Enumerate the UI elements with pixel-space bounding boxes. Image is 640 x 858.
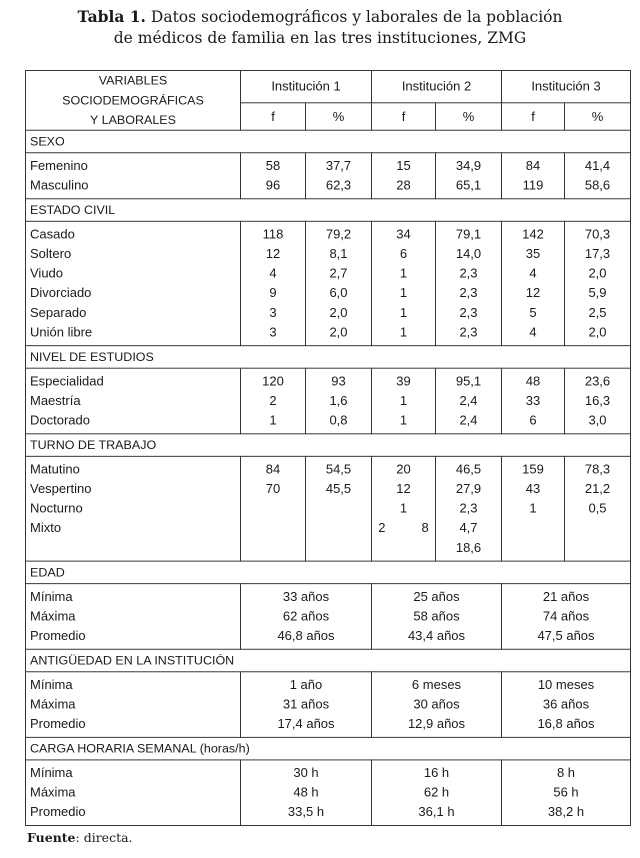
table-value: 2,3 (459, 324, 478, 340)
table-value: 28 (396, 177, 411, 193)
table-value: 1 (399, 412, 408, 428)
table-value: 4 (529, 324, 537, 340)
table-value: 3 (269, 305, 277, 320)
percent-cell (565, 456, 631, 561)
row-label: Divorciado (30, 285, 92, 301)
frequency-cell (241, 221, 306, 345)
table-value: 33 años (282, 589, 330, 604)
row-label: Casado (30, 226, 75, 242)
row-label: Máxima (30, 696, 76, 712)
table-value: 2,7 (329, 265, 348, 281)
header-f-3: f (502, 103, 565, 130)
table-value: 43,4 años (407, 628, 466, 643)
row-label: Máxima (30, 784, 76, 800)
table-body (26, 130, 631, 825)
footer-text: : directa. (75, 830, 133, 845)
header-pct-3: % (565, 103, 631, 130)
table-value: 6 (529, 412, 537, 428)
row-label (30, 538, 236, 558)
table-value: 62 h (423, 784, 450, 800)
table-value: 58 años (413, 608, 460, 624)
table-value: 33,5 h (287, 804, 325, 820)
row-label: Soltero (30, 246, 72, 261)
table-value: 34,9 (455, 158, 482, 173)
row-label: Mínima (30, 589, 73, 604)
table-value: 25 años (413, 589, 460, 604)
section-header-row (26, 130, 631, 153)
section-header-row (26, 434, 631, 457)
section-title: SEXO (26, 130, 631, 153)
row-labels (26, 672, 241, 738)
table-value: 43 (525, 481, 541, 496)
table-value: 1 (399, 393, 408, 408)
row-label: Maestría (30, 393, 81, 408)
table-value: 16,3 (584, 393, 611, 408)
table-value: 79,1 (455, 226, 482, 242)
section-title: TURNO DE TRABAJO (26, 434, 631, 457)
institution-range-cell (241, 584, 372, 650)
table-value: 17,4 años (277, 716, 335, 732)
table-value: 4 (269, 265, 277, 281)
table-value: 65,1 (455, 177, 482, 193)
frequency-cell (372, 153, 436, 199)
table-value: 8,1 (329, 246, 348, 261)
table-value: 48 h (293, 784, 319, 800)
table-value: 35 (525, 246, 541, 261)
table-value (310, 499, 367, 519)
section-body-row (26, 221, 631, 345)
table-value: 1 (399, 324, 408, 340)
table-value: 18,6 (455, 540, 482, 555)
table-value (506, 538, 560, 558)
institution-range-cell (372, 760, 502, 826)
row-labels (26, 584, 241, 650)
row-label: Viudo (30, 265, 64, 281)
section-header-row (26, 561, 631, 584)
table-value: 20 (396, 461, 411, 477)
percent-cell (565, 221, 631, 345)
header-institution-3: Institución 3 (502, 70, 631, 102)
row-label: Femenino (30, 158, 88, 173)
section-body-row (26, 584, 631, 650)
table-value: 30 h (293, 765, 319, 780)
header-variables-line-1: VARIABLES SOCIODEMOGRÁFICAS (62, 73, 204, 108)
table-value: 159 (522, 461, 544, 477)
table-value: 9 (269, 285, 277, 301)
table-value: 93 (331, 373, 346, 389)
row-label: Unión libre (30, 324, 93, 340)
frequency-cell (502, 368, 565, 434)
table-value: 118 (262, 226, 284, 242)
institution-range-cell (241, 672, 372, 738)
row-label: Especialidad (30, 373, 104, 389)
section-body-row (26, 760, 631, 826)
table-value: 1 (399, 285, 408, 301)
table-value: 46,5 (455, 461, 482, 477)
section-title: CARGA HORARIA SEMANAL (horas/h) (26, 737, 631, 760)
percent-cell (306, 368, 372, 434)
row-labels (26, 760, 241, 826)
row-label: Vespertino (30, 481, 92, 496)
table-value: 21,2 (584, 481, 611, 496)
table-value: 16,8 años (537, 716, 595, 732)
table-value: 74 años (542, 608, 590, 624)
percent-cell (306, 456, 372, 561)
institution-range-cell (502, 584, 631, 650)
table-value: 2,3 (459, 500, 478, 516)
table-value: 45,5 (325, 481, 352, 496)
table-value: 84 (525, 158, 541, 173)
table-value (310, 519, 367, 539)
table-value: 4,7 (459, 520, 478, 536)
row-labels (26, 153, 241, 199)
table-value: 34 (396, 226, 411, 242)
header-variables (26, 70, 241, 130)
table-value: 3,0 (588, 412, 607, 428)
table-value: 62 años (282, 608, 330, 624)
row-label: Separado (30, 305, 87, 320)
table-value: 41,4 (584, 158, 611, 173)
table-value: 2,4 (459, 412, 478, 428)
row-label: Promedio (30, 716, 86, 732)
caption-label: Tabla 1. (77, 7, 146, 26)
table-value: 36 años (542, 696, 590, 712)
row-labels (26, 368, 241, 434)
frequency-cell (372, 368, 436, 434)
table-caption (0, 6, 640, 49)
table-value: 5,9 (588, 285, 607, 301)
table-value (245, 519, 301, 539)
table-value: 120 (262, 373, 284, 389)
section-body-row (26, 456, 631, 561)
header-pct-2: % (436, 103, 502, 130)
header-f-1: f (241, 103, 306, 130)
section-title: EDAD (26, 561, 631, 584)
percent-cell (565, 153, 631, 199)
table-value: 36,1 h (418, 804, 455, 820)
table-value: 12 (525, 285, 541, 301)
table-value: 1 año (289, 677, 323, 692)
table-value: 95,1 (455, 373, 482, 389)
table-value: 2,0 (588, 265, 607, 281)
table-value (506, 519, 560, 539)
table-value: 54,5 (325, 461, 352, 477)
frequency-cell (372, 456, 436, 561)
row-label: Mínima (30, 677, 73, 692)
table-value: 119 (522, 177, 544, 193)
table-value: 2,0 (588, 324, 607, 340)
frequency-cell (241, 368, 306, 434)
frequency-cell (241, 456, 306, 561)
table-value: 2,4 (459, 393, 478, 408)
table-value: 2,5 (588, 305, 607, 320)
table-value: 1 (399, 265, 408, 281)
header-variables-line-2: Y LABORALES (90, 113, 176, 127)
caption-line-1: Datos sociodemográficos y laborales de la población (150, 8, 563, 26)
row-label: Doctorado (30, 412, 90, 428)
table-value: 84 (265, 461, 281, 477)
percent-cell (565, 368, 631, 434)
table-value (310, 538, 367, 558)
table-value: 79,2 (325, 226, 352, 242)
table-value: 70 (265, 481, 281, 496)
row-label: Promedio (30, 804, 86, 820)
frequency-cell (502, 456, 565, 561)
row-label: Matutino (30, 461, 80, 477)
frequency-cell (502, 153, 565, 199)
row-labels (26, 221, 241, 345)
table-value: 2,0 (329, 305, 348, 320)
section-header-row (26, 649, 631, 672)
demographics-table (25, 70, 631, 826)
section-body-row (26, 153, 631, 199)
header-institution-2: Institución 2 (372, 70, 502, 102)
table-value: 27,9 (455, 481, 482, 496)
institution-range-cell (241, 760, 372, 826)
percent-cell (436, 153, 502, 199)
table-value: 31 años (282, 696, 330, 712)
institution-range-cell (502, 672, 631, 738)
table-value: 58,6 (584, 177, 611, 193)
table-value: 16 h (423, 765, 450, 780)
table-value: 2,3 (459, 265, 478, 281)
section-title: ANTIGÜEDAD EN LA INSTITUCIÓN (26, 649, 631, 672)
table-value: 1 (269, 412, 277, 428)
table-value: 0,5 (588, 500, 607, 516)
table-value: 38,2 h (547, 804, 585, 820)
caption-line-2: de médicos de familia en las tres instituciones, ZMG (113, 29, 527, 47)
table-value: 48 (525, 373, 541, 389)
percent-cell (436, 221, 502, 345)
row-labels (26, 456, 241, 561)
table-value: 15 (396, 158, 411, 173)
institution-range-cell (372, 672, 502, 738)
percent-cell (436, 368, 502, 434)
table-value: 21 años (542, 589, 590, 604)
section-body-row (26, 672, 631, 738)
table-value (245, 499, 301, 519)
table-value: 70,3 (584, 226, 611, 242)
institution-range-cell (372, 584, 502, 650)
table-value (245, 538, 301, 558)
table-value: 12,9 años (407, 716, 466, 732)
table-value: 2,3 (459, 305, 478, 320)
table-value (376, 538, 431, 558)
table-value: 4 (529, 265, 537, 281)
frequency-cell (502, 221, 565, 345)
table-value: 23,6 (584, 373, 611, 389)
table-value: 39 (396, 373, 411, 389)
row-label: Mínima (30, 765, 73, 780)
percent-cell (436, 456, 502, 561)
section-header-row (26, 346, 631, 369)
section-header-row (26, 737, 631, 760)
table-value: 78,3 (584, 461, 611, 477)
table-value: 6 meses (411, 677, 462, 692)
table-value (569, 538, 626, 558)
header-f-2: f (372, 103, 436, 130)
table-value: 12 (265, 246, 281, 261)
section-title: ESTADO CIVIL (26, 199, 631, 222)
table-value: 10 meses (537, 677, 595, 692)
table-value: 56 h (553, 784, 579, 800)
table-value: 37,7 (325, 158, 352, 173)
table-value: 0,8 (329, 412, 348, 428)
table-value: 1 (399, 305, 408, 320)
table-value: 2,0 (329, 324, 348, 340)
table-value: 62,3 (325, 177, 352, 193)
table-value: 8 h (556, 765, 576, 780)
table-value: 12 (396, 481, 411, 496)
percent-cell (306, 153, 372, 199)
table-value: 2 (269, 393, 277, 408)
table-value: 33 (525, 393, 541, 408)
frequency-cell (372, 221, 436, 345)
table-value: 96 (265, 177, 281, 193)
table-value: 1,6 (329, 393, 348, 408)
header-pct-1: % (306, 103, 372, 130)
header-institution-1: Institución 1 (241, 70, 372, 102)
table-value: 2 8 (378, 520, 429, 536)
table-value: 47,5 años (537, 628, 595, 643)
table-value: 58 (265, 158, 281, 173)
table-value: 3 (269, 324, 277, 340)
table-value: 14,0 (455, 246, 482, 261)
table-value: 46,8 años (277, 628, 335, 643)
row-label: Mixto (30, 520, 62, 536)
row-label: Nocturno (30, 500, 83, 516)
table-value: 5 (529, 305, 537, 320)
row-label: Máxima (30, 608, 76, 624)
row-label: Masculino (30, 177, 89, 193)
table-footer (27, 830, 133, 845)
table-value: 2,3 (459, 285, 478, 301)
table-value: 6,0 (329, 285, 348, 301)
table-value: 1 (399, 500, 408, 516)
table-value: 17,3 (584, 246, 611, 261)
frequency-cell (241, 153, 306, 199)
table-value: 30 años (413, 696, 460, 712)
percent-cell (306, 221, 372, 345)
footer-label: Fuente (27, 830, 76, 845)
section-body-row (26, 368, 631, 434)
section-title: NIVEL DE ESTUDIOS (26, 346, 631, 369)
table-value: 142 (522, 226, 544, 242)
table-value (569, 519, 626, 539)
table-value: 1 (529, 500, 537, 516)
row-label: Promedio (30, 628, 86, 643)
table-value: 6 (399, 246, 408, 261)
institution-range-cell (502, 760, 631, 826)
section-header-row (26, 199, 631, 222)
